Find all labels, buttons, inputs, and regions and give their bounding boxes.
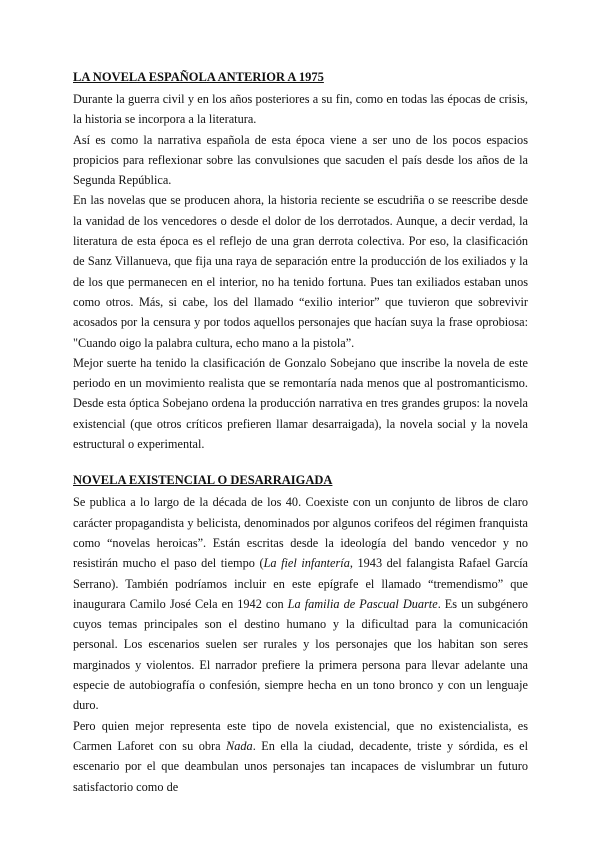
book-title: La fiel infantería [263, 556, 350, 571]
book-title: La familia de Pascual Duarte [287, 596, 438, 611]
paragraph [73, 716, 528, 797]
paragraph: Así es como la narrativa española de esta época viene a ser uno de los pocos espacios propicios para reflexionar sobre las convulsiones que sacuden el país desde los años de la Segunda República. [73, 132, 528, 188]
text-run: . En ella la ciudad, decadente, triste y sórdida, es el escenario por el que deambulan unos personajes tan incapaces de vislumbrar un futuro satisfactorio como de [73, 738, 528, 794]
paragraph: En las novelas que se producen ahora, la historia reciente se escudriña o se reescribe desde la vanidad de los vencedores o desde el dolor de los derrotados. Aunque, a decir verdad, la literatura de esta época es el reflejo de una gran derrota colectiva. Por eso, la clasificación de Sanz Villanueva, que fija una raya de separación entre la producción de los exiliados y la de los que permanecen en el interior, no ha tenido fortuna. Pues tan exiliados estaban unos como otros. Más, si cabe, los del llamado “exilio interior” que tuvieron que sobrevivir acosados por la censura y por todos aquellos personajes que hacían suya la frase oprobiosa: "Cuando oigo la palabra cultura, echo mano a la pistola”. [73, 193, 528, 350]
paragraph: Durante la guerra civil y en los años posteriores a su fin, como en todas las épocas de crisis, la historia se incorpora a la literatura. [73, 92, 528, 127]
book-title: Nada [226, 738, 253, 753]
paragraph [73, 492, 528, 715]
section-heading-novela-espanola: LA NOVELA ESPAÑOLA ANTERIOR A 1975 [73, 70, 324, 84]
text-run: Pero quien mejor representa este tipo de novela existencial, que no existencialista, es Carmen Laforet con su obra [73, 718, 528, 753]
paragraph: Mejor suerte ha tenido la clasificación de Gonzalo Sobejano que inscribe la novela de este periodo en un movimiento realista que se remontaría nada menos que al postromanticismo. Desde esta óptica Sobejano ordena la producción narrativa en tres grandes grupos: la novela existencial (que otros críticos prefieren llamar desarraigada), la novela social y la novela estructural o experimental. [73, 355, 528, 452]
text-run: Se publica a lo largo de la década de los 40. Coexiste con un conjunto de libros de claro carácter propagandista y belicista, denominados por algunos corifeos del régimen franquista como “novelas heroicas”. Están escritas desde la ideología del bando vencedor y no resistirán mucho el paso del tiempo ( [73, 495, 528, 571]
section-heading-novela-existencial: NOVELA EXISTENCIAL O DESARRAIGADA [73, 473, 333, 488]
text-run: , 1943 del falangista Rafael García Serrano). También podríamos incluir en este epígrafe el llamado “tremendismo” que inaugurara Camilo José Cela en 1942 con [73, 556, 528, 611]
text-run: . Es un subgénero cuyos temas principales son el destino humano y la dificultad para la comunicación personal. Los escenarios suelen ser rurales y los personajes que los habitan son seres marginados y violentos. El narrador prefiere la primera persona para llevar adelante una especie de autobiografía o confesión, siempre hecha en un tono bronco y con un lenguaje duro. [73, 596, 528, 713]
